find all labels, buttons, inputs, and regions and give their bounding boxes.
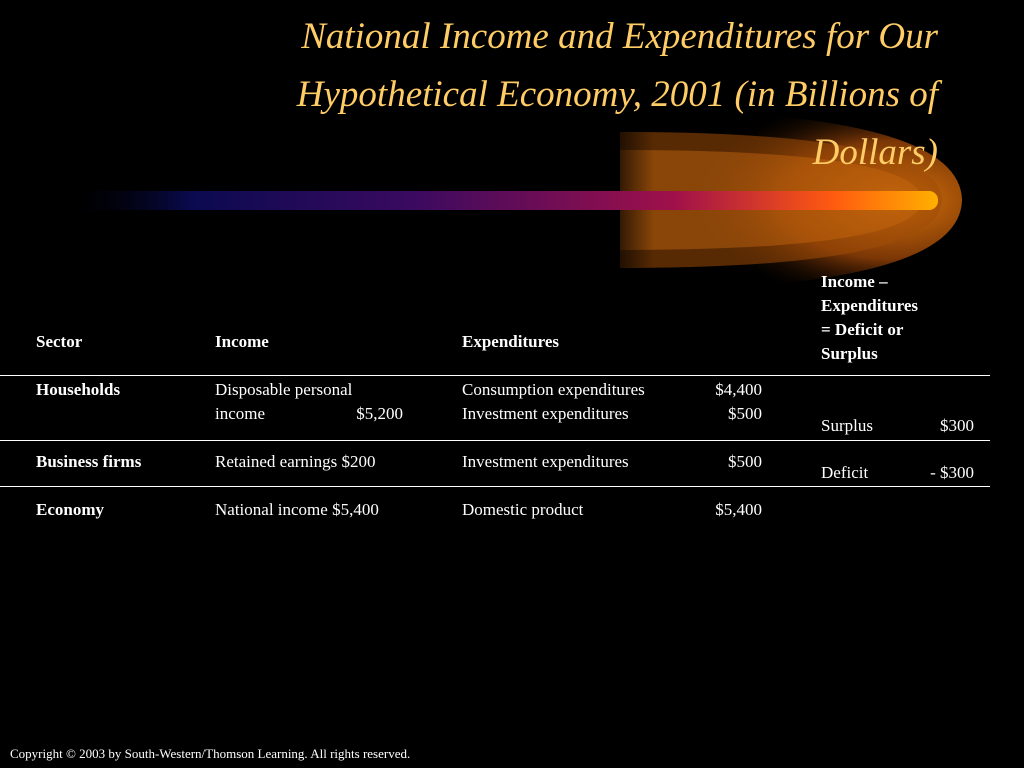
row-expenditure-label: Investment expenditures bbox=[462, 404, 629, 423]
row-income: National income $5,400 bbox=[215, 500, 379, 519]
header-sector: Sector bbox=[36, 332, 83, 351]
table-divider bbox=[0, 375, 990, 376]
row-income-amount: $5,200 bbox=[356, 404, 403, 423]
row-expenditure-label: Consumption expenditures bbox=[462, 380, 645, 399]
copyright-footer: Copyright © 2003 by South-Western/Thomson Learning. All rights reserved. bbox=[10, 746, 411, 761]
row-sector: Economy bbox=[36, 500, 104, 519]
title-line: Hypothetical Economy, 2001 (in Billions of bbox=[296, 74, 938, 115]
row-income-line: income bbox=[215, 404, 266, 423]
header-balance-line: Expenditures bbox=[821, 296, 918, 315]
row-balance-label: Surplus bbox=[821, 416, 873, 435]
table-divider bbox=[0, 440, 990, 441]
header-balance-line: Surplus bbox=[821, 344, 878, 363]
header-balance-line: Income – bbox=[821, 272, 888, 291]
header-balance-line: = Deficit or bbox=[821, 320, 904, 339]
row-balance-amount: - $300 bbox=[930, 463, 974, 482]
slide-title bbox=[78, 8, 938, 182]
header-balance bbox=[821, 270, 918, 366]
row-sector: Households bbox=[36, 380, 121, 399]
row-expenditure-label: Investment expenditures bbox=[462, 452, 629, 471]
row-expenditure-amount: $500 bbox=[728, 452, 762, 471]
row-expenditure-amount: $500 bbox=[728, 404, 762, 423]
row-expenditure-amount: $4,400 bbox=[715, 380, 762, 399]
row-expenditure-amount: $5,400 bbox=[715, 500, 762, 519]
row-balance-label: Deficit bbox=[821, 463, 869, 482]
header-expenditures: Expenditures bbox=[462, 332, 559, 351]
title-line: Dollars) bbox=[812, 132, 938, 173]
row-income: Retained earnings $200 bbox=[215, 452, 376, 471]
row-sector: Business firms bbox=[36, 452, 142, 471]
row-balance-amount: $300 bbox=[940, 416, 974, 435]
row-expenditure-label: Domestic product bbox=[462, 500, 584, 519]
table-divider bbox=[0, 486, 990, 487]
header-income: Income bbox=[215, 332, 269, 351]
row-income-line: Disposable personal bbox=[215, 380, 353, 399]
title-line: National Income and Expenditures for Our bbox=[301, 16, 938, 57]
